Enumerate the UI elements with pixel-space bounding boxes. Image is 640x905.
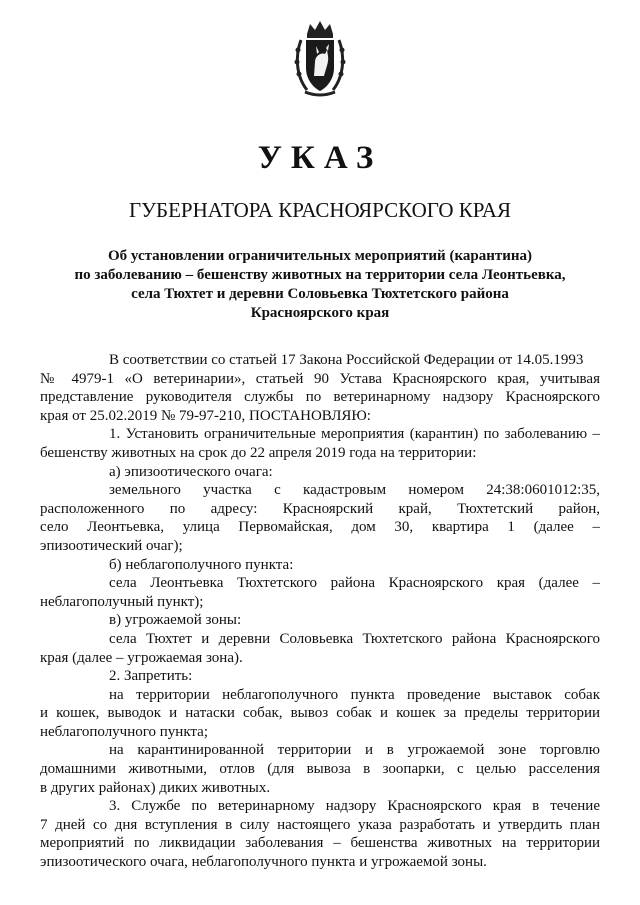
body-line: 7 дней со дня вступления в силу настоящего указа разработать и утвердить план [40,816,600,833]
body-line: неблагополучный пункт); [40,593,204,610]
body-line: № 4979-1 «О ветеринарии», статьей 90 Устава Красноярского края, учитывая [40,370,600,387]
body-line: 1. Установить ограничительные мероприятия (карантин) по заболеванию – [109,426,600,443]
decree-title: УКАЗ [257,140,383,176]
body-line: В соответствии со статьей 17 Закона Российской Федерации от 14.05.1993 [109,352,584,368]
heading-line: по заболеванию – бешенству животных на территории села Леонтьевка, [74,267,566,283]
body-line: домашними животными, отлов (для вывоза в зоопарки, с целью расселения [40,761,600,778]
body-line: б) неблагополучного пункта: [109,556,294,573]
body-line: представление руководителя службы по ветеринарному надзору Красноярского [40,389,600,406]
body-line: земельного участка с кадастровым номером 24:38:0601012:35, [109,482,600,499]
body-line: расположенного по адресу: Красноярский край, Тюхтетский район, [40,500,600,517]
body-line: в) угрожаемой зоны: [109,612,242,629]
body-line: края (далее – угрожаемая зона). [40,649,243,666]
decree-heading [40,247,600,323]
body-line: и кошек, выводок и натаски собак, вывоз собак и кошек за пределы территории [40,705,600,722]
body-line: села Тюхтет и деревни Соловьевка Тюхтетского района Красноярского [109,630,600,647]
decree-body [40,351,600,872]
body-line: в других районах) диких животных. [40,779,271,796]
body-line: села Леонтьевка Тюхтетского района Красноярского края (далее – [109,575,600,592]
heading-line: Об установлении ограничительных мероприятий (карантина) [107,248,532,264]
body-line: мероприятий по ликвидации заболевания – бешенства животных на территории [40,835,600,852]
body-line: 3. Службе по ветеринарному надзору Красноярского края в течение [109,798,600,815]
body-line: бешенству животных на срок до 22 апреля 2019 года на территории: [40,444,477,461]
body-line: 2. Запретить: [109,668,193,685]
body-line: края от 25.02.2019 № 79-97-210, ПОСТАНОВЛЯЮ: [40,407,371,424]
body-line: эпизоотического очага, неблагополучного пункта и угрожаемой зоны. [40,854,487,871]
body-line: село Леонтьевка, улица Первомайская, дом 30, квартира 1 (далее – [40,519,600,536]
body-line: неблагополучного пункта; [40,723,208,740]
body-line: эпизоотический очаг); [40,537,183,554]
heading-line: Красноярского края [250,305,390,321]
coat-of-arms-icon [293,18,347,100]
body-line: а) эпизоотического очага: [109,463,273,480]
body-line: на территории неблагополучного пункта проведение выставок собак [109,686,600,703]
decree-issuer: ГУБЕРНАТОРА КРАСНОЯРСКОГО КРАЯ [129,198,511,222]
body-line: на карантинированной территории и в угрожаемой зоне торговлю [109,742,600,759]
heading-line: села Тюхтет и деревни Соловьевка Тюхтетского района [131,286,509,302]
